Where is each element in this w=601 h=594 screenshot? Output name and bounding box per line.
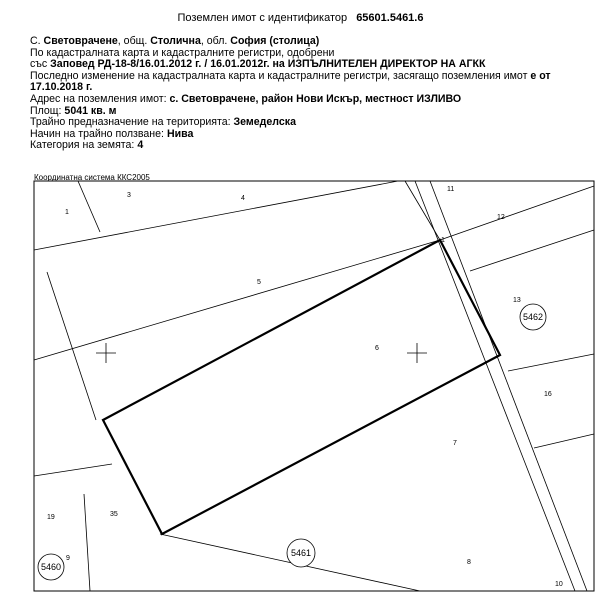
map-frame xyxy=(34,181,594,591)
last-change-suffix: е от xyxy=(530,69,551,82)
order-text: Заповед РД-18-8/16.01.2012 г. / 16.01.2012г. на ИЗПЪЛНИТЕЛЕН ДИРЕКТОР НА АГКК xyxy=(50,58,486,71)
order-prefix: със xyxy=(30,58,51,71)
municipality-name: Столична xyxy=(150,35,201,47)
parcel-number: 6 xyxy=(375,345,379,352)
purpose-label: Трайно предназначение на територията: xyxy=(30,116,234,129)
area-label: Площ: xyxy=(30,104,65,117)
village-name: Световрачене xyxy=(43,35,118,47)
parcel-number: 13 xyxy=(513,297,521,304)
usage-label: Начин на трайно ползване: xyxy=(30,127,167,140)
block-label: 5462 xyxy=(522,312,544,322)
boundary-line xyxy=(84,494,90,591)
boundary-line xyxy=(160,534,420,591)
block-label: 5460 xyxy=(40,562,62,572)
boundary-line xyxy=(78,181,100,232)
block-label: 5461 xyxy=(290,548,312,558)
parcel-number: 7 xyxy=(453,440,457,447)
boundary-line xyxy=(34,181,398,250)
parcel-number: 35 xyxy=(110,511,118,518)
usage-value: Нива xyxy=(166,127,194,140)
cadastral-block-5460 xyxy=(38,554,64,580)
parcel-number: 4 xyxy=(241,195,245,202)
location-prefix: С. xyxy=(30,35,44,47)
cadastral-block-5461 xyxy=(287,539,315,567)
boundary-line xyxy=(34,240,440,360)
boundary-line xyxy=(508,354,594,371)
parcel-number: 9 xyxy=(66,555,70,562)
parcel-number: 11 xyxy=(447,186,455,193)
boundary-line xyxy=(534,434,594,448)
crosshair-marker-right xyxy=(407,343,427,363)
boundary-line xyxy=(470,230,594,271)
vertex-number: 1 xyxy=(441,237,445,244)
parcel-number: 3 xyxy=(127,192,131,199)
property-identifier: 65601.5461.6 xyxy=(356,12,424,24)
parcel-number: 19 xyxy=(47,514,55,521)
area-value: 5041 кв. м xyxy=(64,104,117,117)
parcel-boundaries xyxy=(34,181,594,591)
address-label: Адрес на поземления имот: xyxy=(30,92,170,105)
boundary-line xyxy=(430,181,587,591)
purpose-value: Земеделска xyxy=(233,116,296,129)
approval-line: По кадастралната карта и кадастралните регистри, одобрени xyxy=(30,46,335,59)
boundary-line xyxy=(34,464,112,476)
subject-parcel-outline xyxy=(103,240,500,534)
title-prefix: Поземлен имот с идентификатор xyxy=(177,12,348,24)
parcel-number: 8 xyxy=(467,559,471,566)
parcel-number: 5 xyxy=(257,279,261,286)
parcel-number: 12 xyxy=(497,214,505,221)
address-value: с. Световрачене, район Нови Искър, местност ИЗЛИВО xyxy=(169,92,462,105)
region-name: София (столица) xyxy=(230,35,320,47)
boundary-line xyxy=(440,186,594,240)
last-change-date: 17.10.2018 г. xyxy=(30,81,93,94)
category-label: Категория на земята: xyxy=(30,139,138,152)
boundary-line xyxy=(415,181,575,591)
coordinate-system-label: Координатна система ККС2005 xyxy=(34,173,150,182)
parcel-number: 16 xyxy=(544,391,552,398)
last-change-prefix: Последно изменение на кадастралната карта и кадастралните регистри, засягащо поземления имот xyxy=(30,69,531,82)
location-sep-1: , общ. xyxy=(117,35,151,47)
cadastral-block-5462 xyxy=(520,304,546,330)
parcel-number: 10 xyxy=(555,581,563,588)
category-value: 4 xyxy=(137,139,144,152)
location-sep-2: , обл. xyxy=(200,35,231,47)
crosshair-marker-left xyxy=(96,343,116,363)
parcel-number: 1 xyxy=(65,209,69,216)
boundary-line xyxy=(47,272,96,420)
